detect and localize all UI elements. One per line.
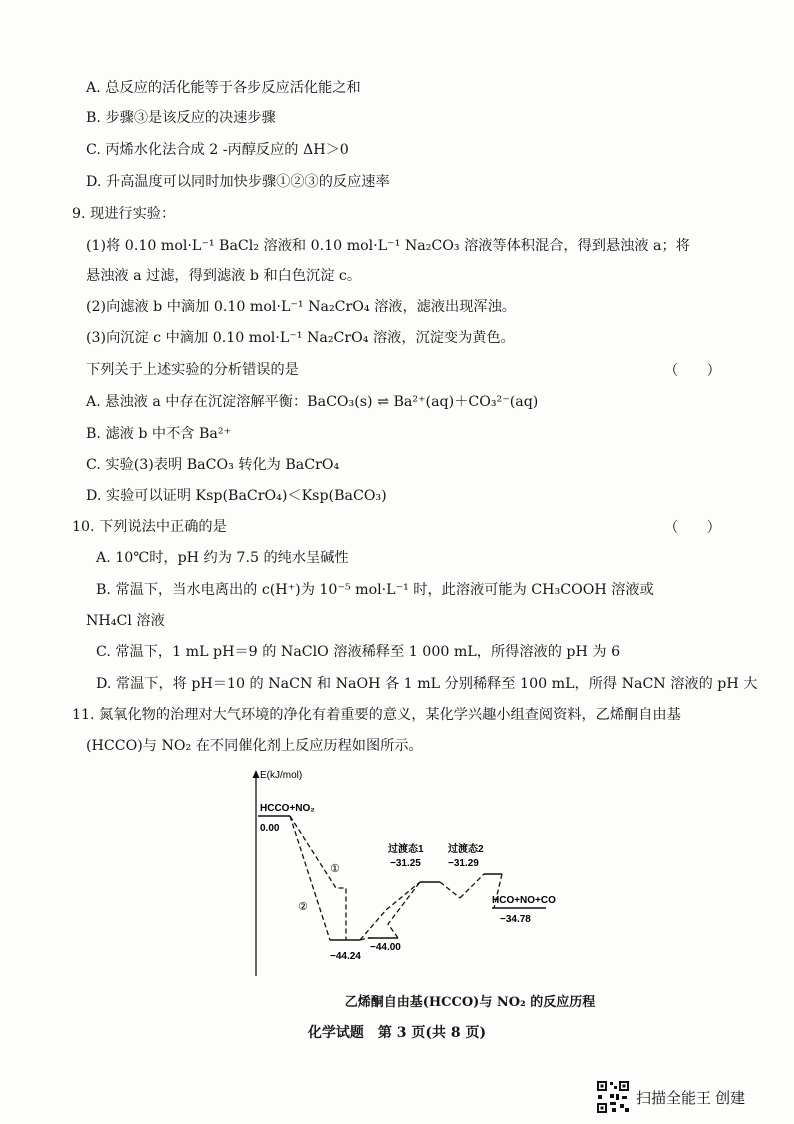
q10-option-a: A. 10℃时，pH 约为 7.5 的纯水呈碱性: [96, 550, 349, 566]
reactant-energy: 0.00: [260, 823, 280, 834]
path-1-curve: [290, 816, 346, 940]
axis-label: E(kJ/mol): [260, 770, 303, 781]
q10-option-c: C. 常温下，1 mL pH＝9 的 NaClO 溶液稀释至 1 000 mL，所得溶液的 pH 为 6: [96, 644, 621, 660]
q10-stem: 10. 下列说法中正确的是: [72, 519, 227, 535]
scanner-watermark-text: 扫描全能王 创建: [636, 1089, 746, 1107]
path-2-label: ②: [298, 901, 308, 913]
ts2-label: 过渡态2: [448, 844, 484, 855]
rise-to-ts1: [388, 882, 420, 938]
q9-step1-line2: 悬浊液 a 过滤，得到滤液 b 和白色沉淀 c。: [86, 268, 362, 284]
scanner-watermark: [596, 1080, 745, 1114]
q9-answer-paren: （ ）: [664, 363, 721, 379]
intermediate-1-energy: −44.24: [330, 951, 361, 962]
q10-option-b-line1: B. 常温下，当水电离出的 c(H⁺)为 10⁻⁵ mol·L⁻¹ 时，此溶液可能为 CH₃COOH 溶液或: [96, 582, 654, 598]
reactant-label: HCCO+NO₂: [260, 803, 315, 814]
q11-stem-line2: (HCCO)与 NO₂ 在不同催化剂上反应历程如图所示。: [86, 738, 423, 754]
rise-from-int1: [360, 882, 420, 940]
q9-option-b: B. 滤液 b 中不含 Ba²⁺: [86, 426, 232, 442]
axis-arrowhead: [253, 770, 260, 778]
reaction-energy-diagram: [248, 764, 588, 982]
q8-option-d: D. 升高温度可以同时加快步骤①②③的反应速率: [86, 174, 390, 190]
q9-step1-line1: (1)将 0.10 mol·L⁻¹ BaCl₂ 溶液和 0.10 mol·L⁻¹ Na₂CO₃ 溶液等体积混合，得到悬浊液 a；将: [86, 238, 690, 254]
product-energy: −34.78: [500, 914, 531, 925]
q8-option-a: A. 总反应的活化能等于各步反应活化能之和: [86, 80, 361, 96]
path-2-curve: [290, 816, 330, 940]
page-footer: 化学试题 第 3 页(共 8 页): [307, 1025, 487, 1041]
path-1-label: ①: [330, 863, 340, 875]
product-label: HCO+NO+CO: [492, 895, 556, 906]
qr-code-icon: [596, 1080, 630, 1114]
q11-stem-line1: 11. 氮氧化物的治理对大气环境的净化有着重要的意义，某化学兴趣小组查阅资料，乙烯酮自由基: [72, 707, 681, 723]
intermediate-2-energy: −44.00: [370, 942, 401, 953]
q10-answer-paren: （ ）: [664, 520, 721, 536]
q9-option-c: C. 实验(3)表明 BaCO₃ 转化为 BaCrO₄: [86, 457, 340, 473]
ts1-label: 过渡态1: [388, 844, 424, 855]
ts1-to-trough: [440, 882, 460, 898]
ts2-energy: −31.29: [448, 858, 479, 869]
q10-option-d: D. 常温下，将 pH＝10 的 NaCN 和 NaOH 各 1 mL 分别稀释至 100 mL，所得 NaCN 溶液的 pH 大: [96, 676, 758, 692]
trough-to-ts2: [460, 874, 484, 898]
ts1-energy: −31.25: [390, 858, 421, 869]
q9-option-d: D. 实验可以证明 Ksp(BaCrO₄)＜Ksp(BaCO₃): [86, 488, 387, 504]
diagram-caption: 乙烯酮自由基(HCCO)与 NO₂ 的反应历程: [344, 995, 596, 1010]
q9-option-a: A. 悬浊液 a 中存在沉淀溶解平衡：BaCO₃(s) ⇌ Ba²⁺(aq)＋CO₃²⁻(aq): [86, 394, 539, 410]
q9-step3: (3)向沉淀 c 中滴加 0.10 mol·L⁻¹ Na₂CrO₄ 溶液，沉淀变为黄色。: [86, 330, 515, 346]
q9-step2: (2)向滤液 b 中滴加 0.10 mol·L⁻¹ Na₂CrO₄ 溶液，滤液出现浑浊。: [86, 299, 516, 315]
q10-option-b-line2: NH₄Cl 溶液: [86, 613, 165, 629]
q9-question: 下列关于上述实验的分析错误的是: [86, 362, 299, 378]
q9-stem: 9. 现进行实验：: [72, 206, 176, 222]
q8-option-c: C. 丙烯水化法合成 2 -丙醇反应的 ΔH＞0: [86, 142, 349, 158]
q8-option-b: B. 步骤③是该反应的决速步骤: [86, 110, 276, 126]
